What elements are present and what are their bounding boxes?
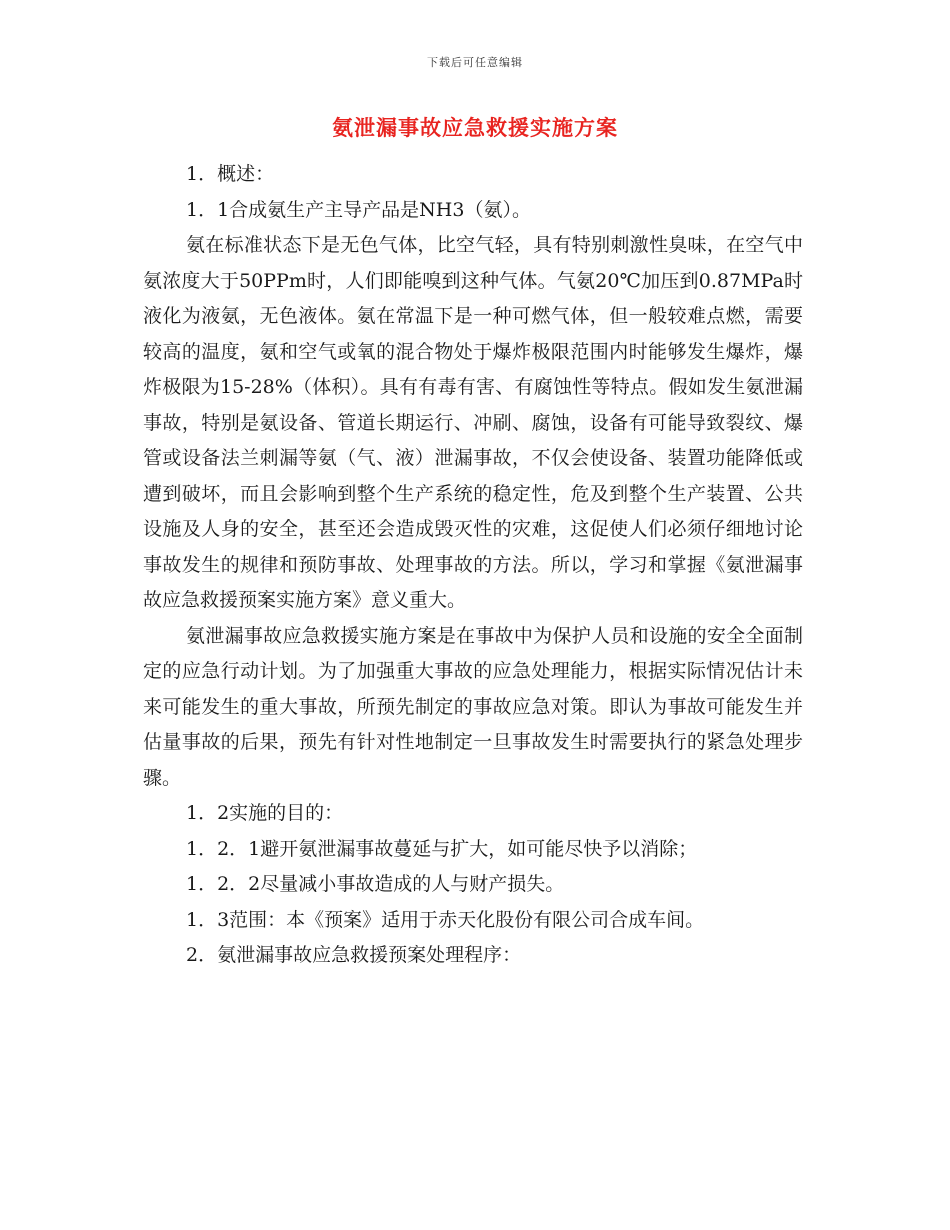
section-heading-2: 2．氨泄漏事故应急救援预案处理程序： (186, 944, 522, 966)
document-title: 氨泄漏事故应急救援实施方案 (332, 115, 618, 140)
section-heading-1-2: 1．2实施的目的： (186, 802, 344, 824)
list-item-1-2-2: 1．2．2尽量减小事故造成的人与财产损失。 (186, 873, 565, 895)
section-heading-overview: 1．概述： (186, 163, 275, 185)
document-body (143, 157, 803, 974)
section-heading-1-3: 1．3范围：本《预案》适用于赤天化股份有限公司合成车间。 (186, 908, 705, 931)
paragraph-ammonia-properties: 氨在标准状态下是无色气体，比空气轻，具有特别刺激性臭味，在空气中氨浓度大于50PPm时，人们即能嗅到这种气体。气氨20℃加压到0.87MPa时液化为液氨，无色液体。氨在常温下是一种可燃气体，但一般较难点燃，需要较高的温度，氨和空气或氧的混合物处于爆炸极限范围内时能够发生爆炸，爆炸极限为15-28%（体积）。具有有毒有害、有腐蚀性等特点。假如发生氨泄漏事故，特别是氨设备、管道长期运行、冲刷、腐蚀，设备有可能导致裂纹、爆管或设备法兰刺漏等氨（气、液）泄漏事故，不仅会使设备、装置功能降低或遭到破坏，而且会影响到整个生产系统的稳定性，危及到整个生产装置、公共设施及人身的安全，甚至还会造成毁灭性的灾难，这促使人们必须仔细地讨论事故发生的规律和预防事故、处理事故的方法。所以，学习和掌握《氨泄漏事故应急救援预案实施方案》意义重大。 (143, 234, 803, 611)
section-heading-1-1: 1．1合成氨生产主导产品是NH3（氨）。 (186, 198, 531, 221)
header-note: 下载后可任意编辑 (427, 56, 523, 69)
paragraph-plan-definition: 氨泄漏事故应急救援实施方案是在事故中为保护人员和设施的安全全面制定的应急行动计划。为了加强重大事故的应急处理能力，根据实际情况估计未来可能发生的重大事故，所预先制定的事故应急对策。即认为事故可能发生并估量事故的后果，预先有针对性地制定一旦事故发生时需要执行的紧急处理步骤。 (143, 624, 803, 789)
list-item-1-2-1: 1．2．1避开氨泄漏事故蔓延与扩大，如可能尽快予以消除； (186, 837, 698, 860)
